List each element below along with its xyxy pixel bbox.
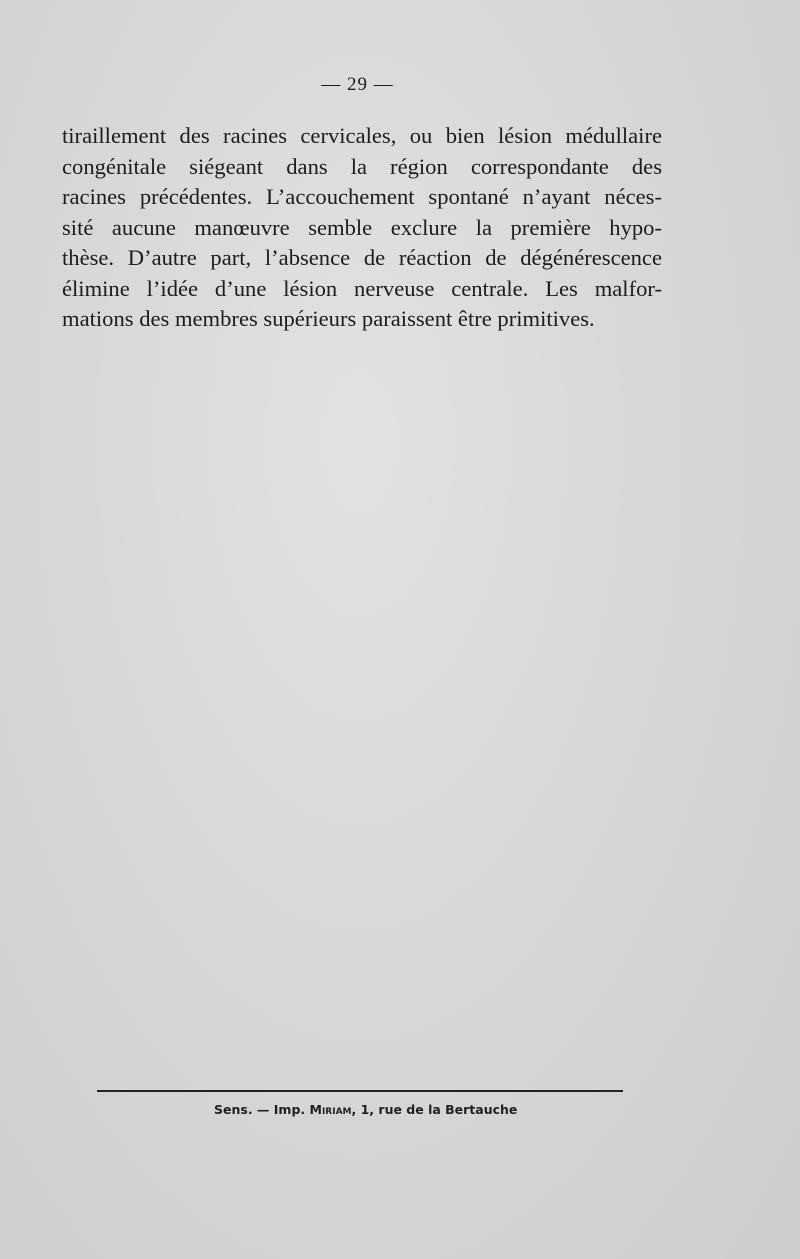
- paragraph-line: mations des membres supérieurs paraissent être primitives.: [62, 306, 595, 331]
- printer-imprint: [214, 1102, 517, 1117]
- paragraph-line: sité aucune manœuvre semble exclure la première hypo-: [62, 214, 662, 240]
- imprint-printer-name: Miriam: [309, 1102, 352, 1117]
- paragraph-line: élimine l’idée d’une lésion nerveuse centrale. Les malfor-: [62, 275, 662, 301]
- imprint-prefix: Sens. — Imp.: [214, 1102, 310, 1117]
- paragraph-line: congénitale siégeant dans la région correspondante des: [62, 153, 662, 179]
- paragraph-line: thèse. D’autre part, l’absence de réaction de dégénérescence: [62, 245, 662, 270]
- body-paragraph: [62, 121, 662, 335]
- paragraph-line: tiraillement des racines cervicales, ou bien lésion médullaire: [62, 123, 662, 148]
- paragraph-line: racines précédentes. L’accouchement spontané n’ayant néces-: [62, 184, 662, 209]
- footer-rule: [97, 1090, 623, 1092]
- imprint-address: , 1, rue de la Bertauche: [351, 1102, 518, 1117]
- page-number: — 29 —: [321, 74, 394, 95]
